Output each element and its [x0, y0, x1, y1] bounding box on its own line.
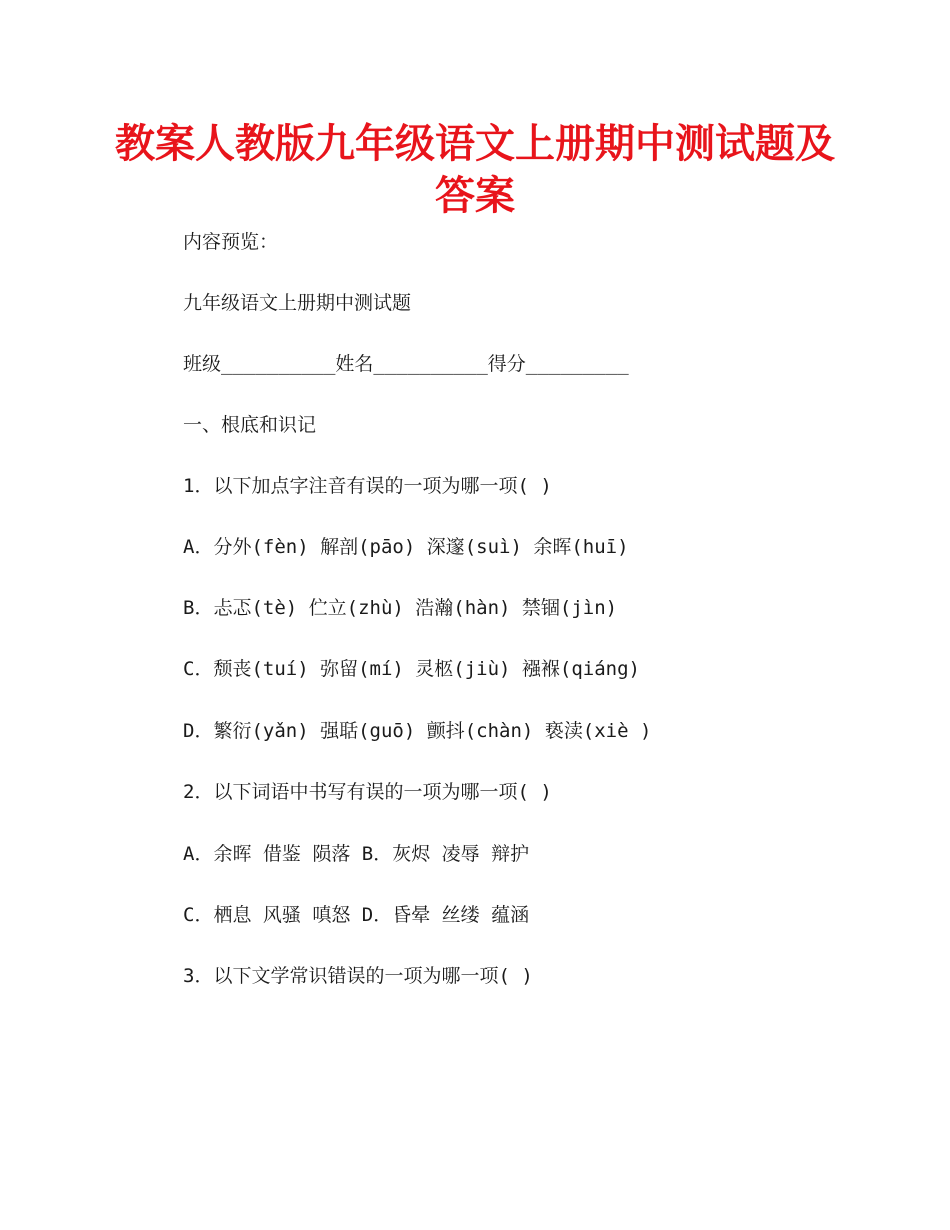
title-line-2: 答案 [435, 173, 515, 219]
question-1: 1．以下加点字注音有误的一项为哪一项( ) [183, 475, 552, 497]
question-2-options-ab: A．余晖 借鉴 陨落 B．灰烬 凌辱 辩护 [183, 843, 530, 865]
question-1-option-d: D．繁衍(yǎn) 强聒(guō) 颤抖(chàn) 亵渎(xiè ) [183, 720, 652, 742]
document-title [100, 118, 850, 222]
question-2: 2．以下词语中书写有误的一项为哪一项( ) [183, 781, 552, 803]
question-2-options-cd: C．栖息 风骚 嗔怒 D．昏晕 丝缕 蕴涵 [183, 904, 530, 926]
section-heading: 一、根底和识记 [183, 414, 317, 436]
exam-subtitle: 九年级语文上册期中测试题 [183, 292, 412, 314]
question-1-option-b: B．忐忑(tè) 伫立(zhù) 浩瀚(hàn) 禁锢(jìn) [183, 597, 618, 619]
question-1-option-a: A．分外(fèn) 解剖(pāo) 深邃(suì) 余晖(huī) [183, 536, 629, 558]
title-line-1: 教案人教版九年级语文上册期中测试题及 [115, 121, 835, 167]
question-3: 3．以下文学常识错误的一项为哪一项( ) [183, 965, 533, 987]
question-1-option-c: C．颓丧(tuí) 弥留(mí) 灵柩(jiù) 襁褓(qiáng) [183, 658, 640, 680]
student-info-fields: 班级__________姓名__________得分_________ [183, 353, 629, 375]
preview-label: 内容预览： [183, 231, 279, 253]
